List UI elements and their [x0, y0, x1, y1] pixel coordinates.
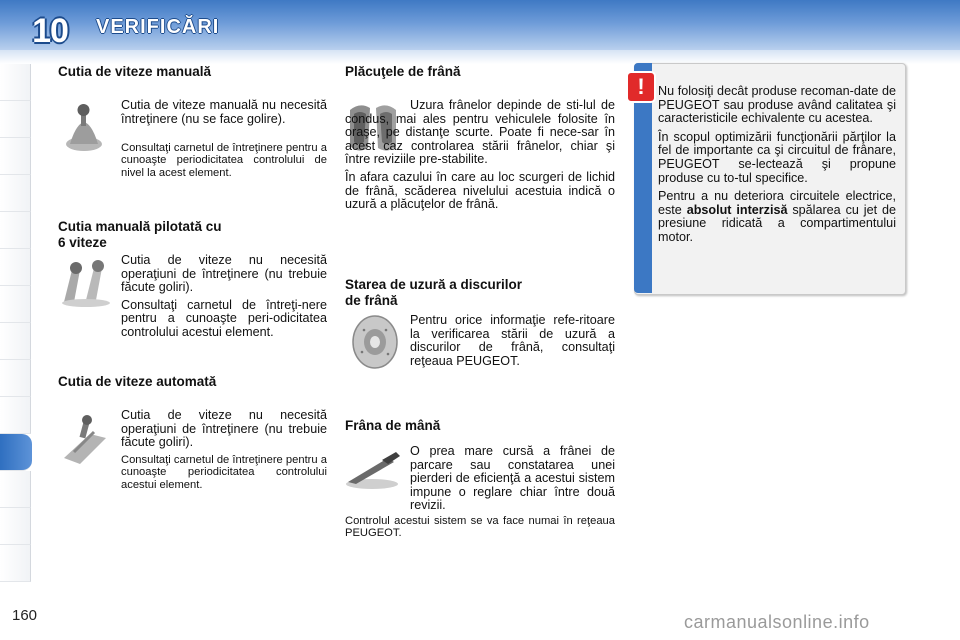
chapter-tab-active[interactable] [0, 434, 32, 471]
brake-discs-text: Pentru orice informaţie refe-ritoare la verificarea stării de uzură a discurilor de frână, consultaţi reţeaua PEUGEOT. [410, 313, 615, 368]
brake-pads-heading: Plăcuţele de frână [345, 64, 461, 79]
warning-paragraph-3-end: spălarea cu jet de presiune ridicată a compartimentului motor. [658, 202, 896, 244]
chapter-tab-rail [0, 64, 34, 584]
piloted-gearbox-heading [58, 219, 222, 251]
manual-gearbox-heading: Cutia de viteze manuală [58, 64, 212, 79]
piloted-gearbox-text-1: Cutia de viteze nu necesită operaţiuni de întreţinere (nu trebuie făcute goliri). [121, 253, 327, 295]
brake-disc-icon [350, 314, 400, 370]
warning-exclamation-icon: ! [626, 71, 656, 103]
piloted-gear-lever-icon [58, 256, 114, 308]
piloted-gearbox-heading-line2: 6 viteze [58, 235, 107, 250]
header-fade [0, 50, 960, 64]
chapter-number: 10 [32, 12, 68, 50]
brake-pads-text-1: Uzura frânelor depinde de sti-lul de condus, mai ales pentru vehiculele folosite în oraşe, pe distanţe scurte. Poate fi nece-sar în acest caz controlarea stării frânelor, chiar şi între reviziile pre-stabilite. [345, 98, 615, 167]
chapter-tab[interactable] [0, 360, 31, 397]
automatic-gearbox-heading: Cutia de viteze automată [58, 374, 217, 389]
manual-gearbox-note: Consultaţi carnetul de întreţinere pentru a cunoaşte periodicitatea controlului de nivel la acest element. [121, 142, 327, 179]
piloted-gearbox-heading-line1: Cutia manuală pilotată cu [58, 219, 222, 234]
automatic-gearbox-note: Consultaţi carnetul de întreţinere pentru a cunoaşte periodicitatea controlului acestui element. [121, 454, 327, 491]
warning-text [658, 85, 896, 250]
brake-discs-heading-line1: Starea de uzură a discurilor [345, 277, 523, 292]
chapter-tab[interactable] [0, 212, 31, 249]
chapter-tab[interactable] [0, 323, 31, 360]
chapter-tab[interactable] [0, 101, 31, 138]
warning-paragraph-2: În scopul optimizării funcţionării părţilor la fel de importante ca şi circuitul de frânare, PEUGEOT se-lectează şi propune produse cu to-tul specifice. [658, 129, 896, 185]
piloted-gearbox-text-2: Consultaţi carnetul de întreţi-nere pentru a cunoaşte peri-odicitatea controlului acestui element. [121, 297, 327, 339]
handbrake-icon [344, 448, 402, 492]
chapter-tab[interactable] [0, 249, 31, 286]
manual-gear-lever-icon [62, 102, 106, 154]
brake-discs-heading-line2: de frână [345, 293, 398, 308]
brake-discs-heading [345, 277, 522, 309]
page-number: 160 [12, 607, 38, 624]
handbrake-heading: Frâna de mână [345, 418, 441, 433]
chapter-tab[interactable] [0, 64, 31, 101]
chapter-tab[interactable] [0, 397, 31, 434]
chapter-tab[interactable] [0, 508, 31, 545]
chapter-tab[interactable] [0, 286, 31, 323]
warning-paragraph-3-bold: absolut interzisă [686, 202, 788, 217]
chapter-tab[interactable] [0, 545, 31, 582]
manual-gearbox-text: Cutia de viteze manuală nu necesită întreţinere (nu se face golire). [121, 98, 327, 126]
warning-paragraph-3 [658, 190, 896, 244]
watermark: carmanualsonline.info [684, 612, 870, 632]
chapter-tab[interactable] [0, 471, 31, 508]
piloted-gearbox-text [121, 254, 327, 344]
brake-pads-text [345, 99, 615, 216]
chapter-title: VERIFICĂRI [96, 16, 220, 38]
automatic-gearbox-text: Cutia de viteze nu necesită operaţiuni de întreţinere (nu trebuie făcute goliri). [121, 408, 327, 450]
chapter-tab[interactable] [0, 138, 31, 175]
warning-paragraph-1: Nu folosiţi decât produse recoman-date de PEUGEOT sau produse având calitatea şi caracteristicile echivalente cu acestea. [658, 84, 896, 126]
automatic-gear-selector-icon [60, 414, 110, 466]
handbrake-note: Controlul acestui sistem se va face numai în reţeaua PEUGEOT. [345, 515, 615, 540]
warning-paragraph-3-start: Pentru a nu deteriora circuitele electrice, este [658, 189, 896, 217]
brake-pads-text-2: În afara cazului în care au loc scurgeri de lichid de frână, scăderea nivelului acestuia indică o uzură a plăcuţelor de frână. [345, 169, 615, 212]
chapter-tab[interactable] [0, 175, 31, 212]
handbrake-text: O prea mare cursă a frânei de parcare sau constatarea unei pierderi de eficienţă a acestui sistem impune o reglare chiar între două revizii. [410, 444, 615, 513]
